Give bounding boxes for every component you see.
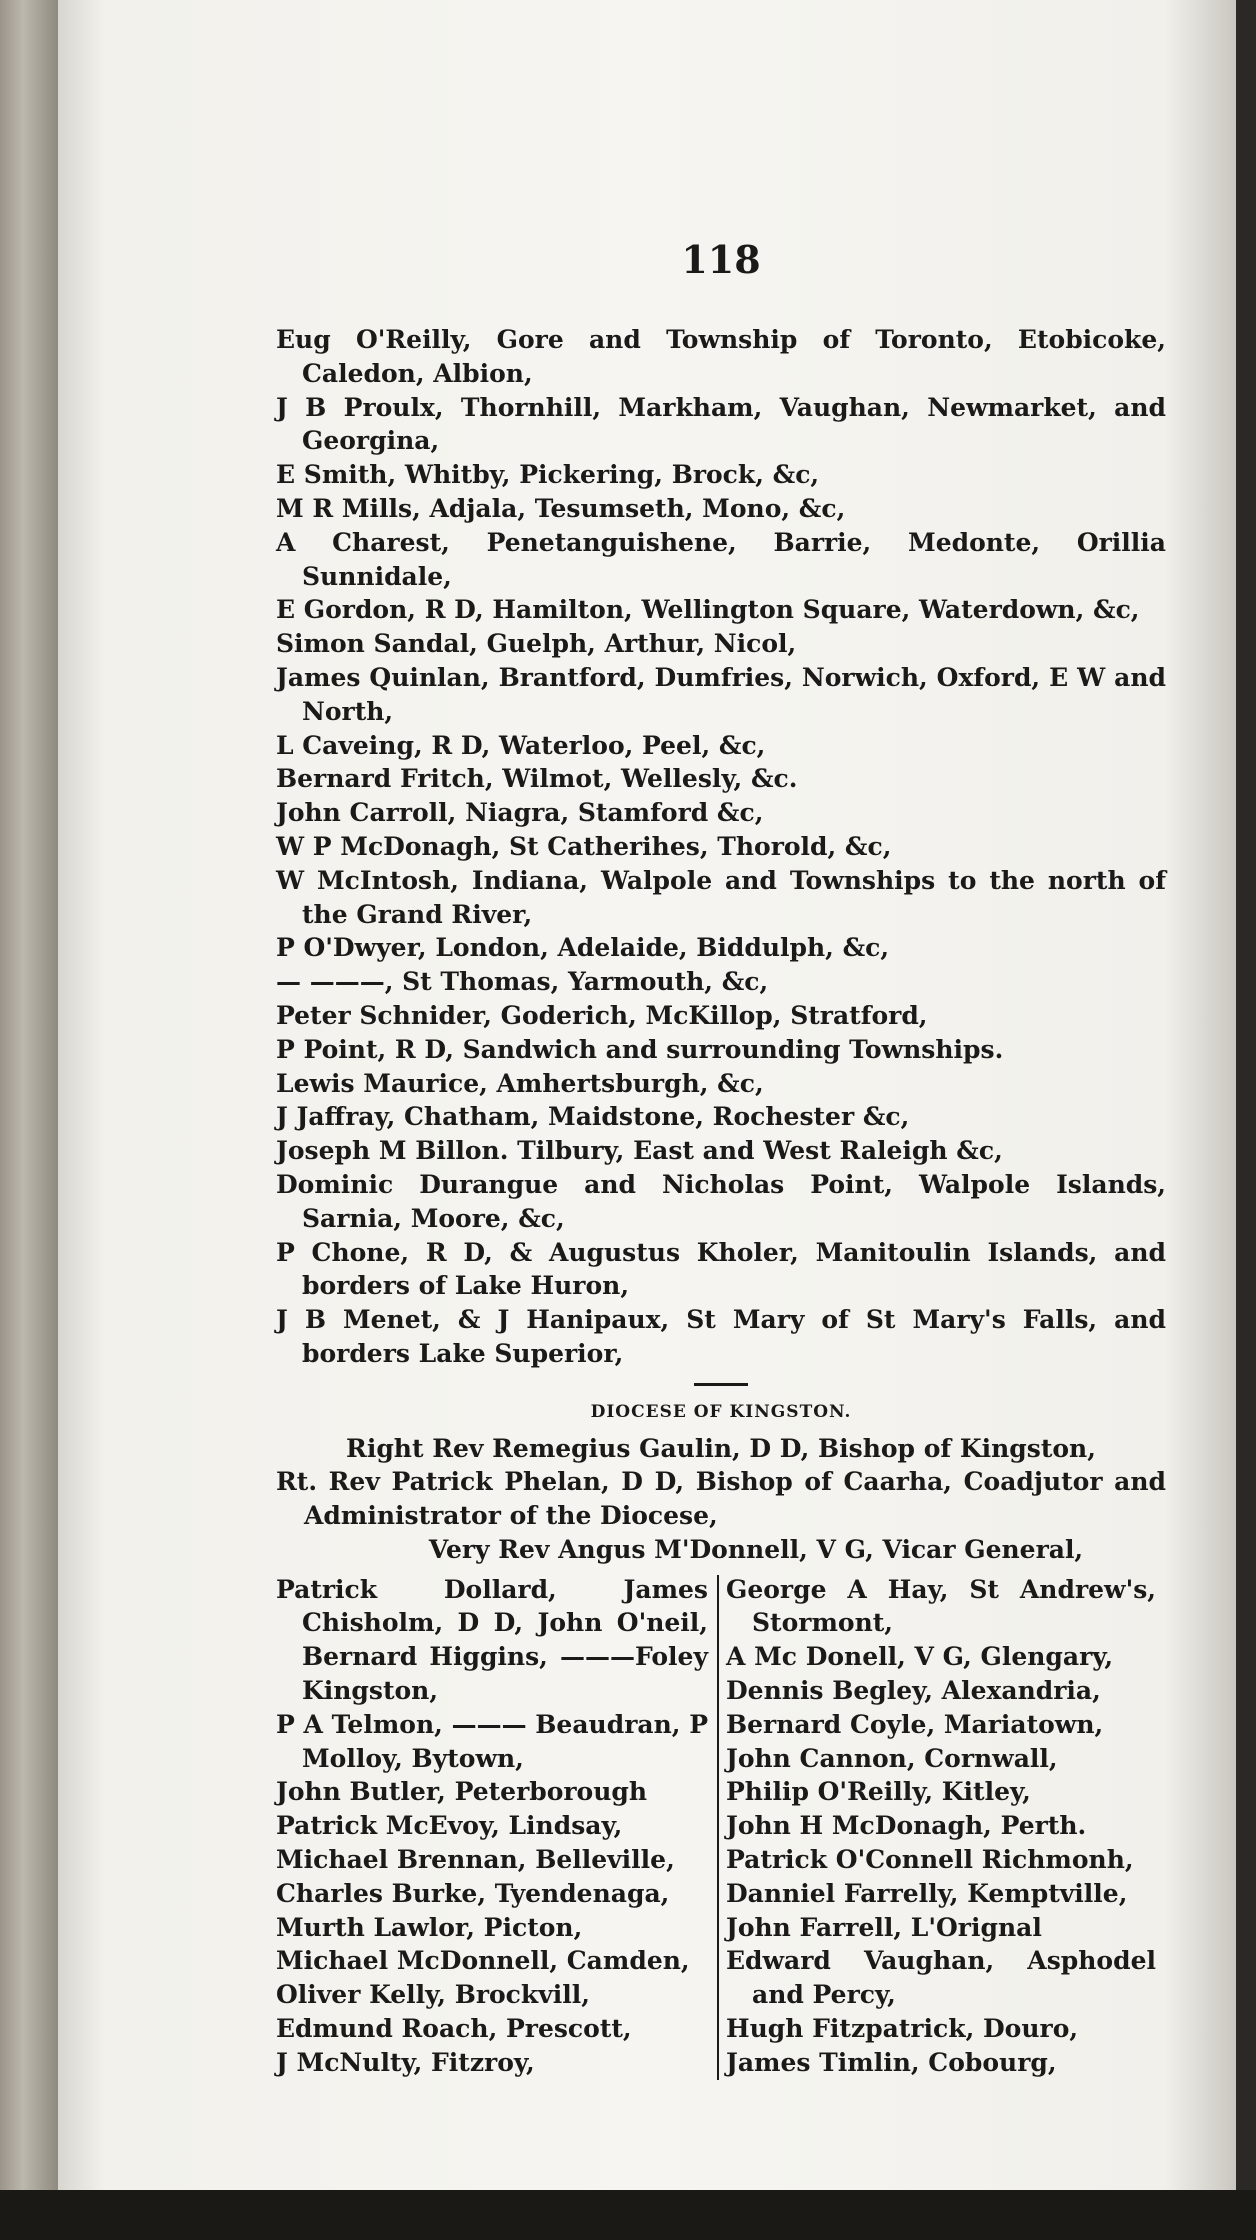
left-column <box>276 1573 716 2080</box>
list-item: Eug O'Reilly, Gore and Township of Toronto, Etobicoke, Caledon, Albion, <box>276 325 1166 388</box>
list-item: James Timlin, Cobourg, <box>726 2047 1057 2077</box>
list-item: Simon Sandal, Guelph, Arthur, Nicol, <box>276 629 797 659</box>
list-item: Edward Vaughan, Asphodel and Percy, <box>726 1946 1156 2010</box>
book-spine <box>0 0 58 2240</box>
list-item: J McNulty, Fitzroy, <box>276 2047 535 2077</box>
list-item: W McIntosh, Indiana, Walpole and Townships to the north of the Grand River, <box>276 865 1166 929</box>
priest-list <box>276 323 1166 2080</box>
list-item: Michael Brennan, Belleville, <box>276 1845 675 1875</box>
diocese-columns <box>276 1573 1166 2080</box>
list-item: P Chone, R D, & Augustus Kholer, Manitoulin Islands, and borders of Lake Huron, <box>276 1237 1166 1301</box>
list-item: Patrick O'Connell Richmonh, <box>726 1845 1134 1875</box>
list-item: Hugh Fitzpatrick, Douro, <box>726 2014 1079 2044</box>
list-item: J B Proulx, Thornhill, Markham, Vaughan, Newmarket, and Georgina, <box>276 392 1166 456</box>
list-item: Danniel Farrelly, Kemptville, <box>726 1878 1128 1908</box>
list-item: — ———, St Thomas, Yarmouth, &c, <box>276 967 769 997</box>
list-item: J Jaffray, Chatham, Maidstone, Rochester &c, <box>276 1102 910 1132</box>
list-item: E Gordon, R D, Hamilton, Wellington Square, Waterdown, &c, <box>276 595 1140 625</box>
list-item: Patrick Dollard, James Chisholm, D D, John O'neil, Bernard Higgins, ———Foley Kingston, <box>276 1574 708 1706</box>
list-item: J B Menet, & J Hanipaux, St Mary of St Mary's Falls, and borders Lake Superior, <box>276 1305 1166 1368</box>
list-item: John Farrell, L'Orignal <box>726 1912 1042 1942</box>
list-item: James Quinlan, Brantford, Dumfries, Norwich, Oxford, E W and North, <box>276 662 1166 726</box>
page-bottom-edge <box>0 2190 1256 2240</box>
section-divider <box>694 1383 748 1386</box>
list-item: Oliver Kelly, Brockvill, <box>276 1980 590 2010</box>
list-item: P O'Dwyer, London, Adelaide, Biddulph, &c, <box>276 933 890 963</box>
list-item: P Point, R D, Sandwich and surrounding Townships. <box>276 1034 1004 1064</box>
list-item: Dennis Begley, Alexandria, <box>726 1676 1101 1706</box>
bishop-entry: Right Rev Remegius Gaulin, D D, Bishop of Kingston, <box>346 1433 1096 1463</box>
diocese-heading: DIOCESE OF KINGSTON. <box>590 1401 852 1422</box>
list-item: Patrick McEvoy, Lindsay, <box>276 1811 623 1841</box>
list-item: Michael McDonnell, Camden, <box>276 1946 690 1976</box>
vicar-general-entry: Very Rev Angus M'Donnell, V G, Vicar General, <box>428 1534 1084 1564</box>
list-item: L Caveing, R D, Waterloo, Peel, &c, <box>276 730 766 760</box>
list-item: Joseph M Billon. Tilbury, East and West Raleigh &c, <box>276 1136 1003 1166</box>
list-item: Dominic Durangue and Nicholas Point, Walpole Islands, Sarnia, Moore, &c, <box>276 1169 1166 1233</box>
list-item: Bernard Coyle, Mariatown, <box>726 1709 1104 1739</box>
list-item: John Butler, Peterborough <box>276 1777 648 1807</box>
list-item: P A Telmon, ——— Beaudran, P Molloy, Bytown, <box>276 1709 708 1773</box>
list-item: John Cannon, Cornwall, <box>726 1743 1058 1773</box>
list-item: A Mc Donell, V G, Glengary, <box>726 1642 1114 1672</box>
list-item: John H McDonagh, Perth. <box>726 1811 1087 1841</box>
list-item: W P McDonagh, St Catherihes, Thorold, &c, <box>276 831 892 861</box>
list-item: John Carroll, Niagra, Stamford &c, <box>276 798 764 828</box>
page-number: 118 <box>681 237 761 282</box>
list-item: M R Mills, Adjala, Tesumseth, Mono, &c, <box>276 493 846 523</box>
column-rule <box>717 1575 719 2080</box>
list-item: Peter Schnider, Goderich, McKillop, Stratford, <box>276 1000 928 1030</box>
list-item: A Charest, Penetanguishene, Barrie, Medonte, Orillia Sunnidale, <box>276 527 1166 591</box>
list-item: Charles Burke, Tyendenaga, <box>276 1878 670 1908</box>
list-item: Murth Lawlor, Picton, <box>276 1912 583 1942</box>
list-item: Edmund Roach, Prescott, <box>276 2014 632 2044</box>
list-item: Philip O'Reilly, Kitley, <box>726 1777 1031 1807</box>
right-column <box>716 1573 1156 2080</box>
list-item: Bernard Fritch, Wilmot, Wellesly, &c. <box>276 764 798 794</box>
coadjutor-entry: Rt. Rev Patrick Phelan, D D, Bishop of Caarha, Coadjutor and Administrator of the Diocese, <box>276 1467 1166 1531</box>
list-item: E Smith, Whitby, Pickering, Brock, &c, <box>276 460 820 490</box>
list-item: Lewis Maurice, Amhertsburgh, &c, <box>276 1068 764 1098</box>
list-item: George A Hay, St Andrew's, Stormont, <box>726 1574 1156 1638</box>
